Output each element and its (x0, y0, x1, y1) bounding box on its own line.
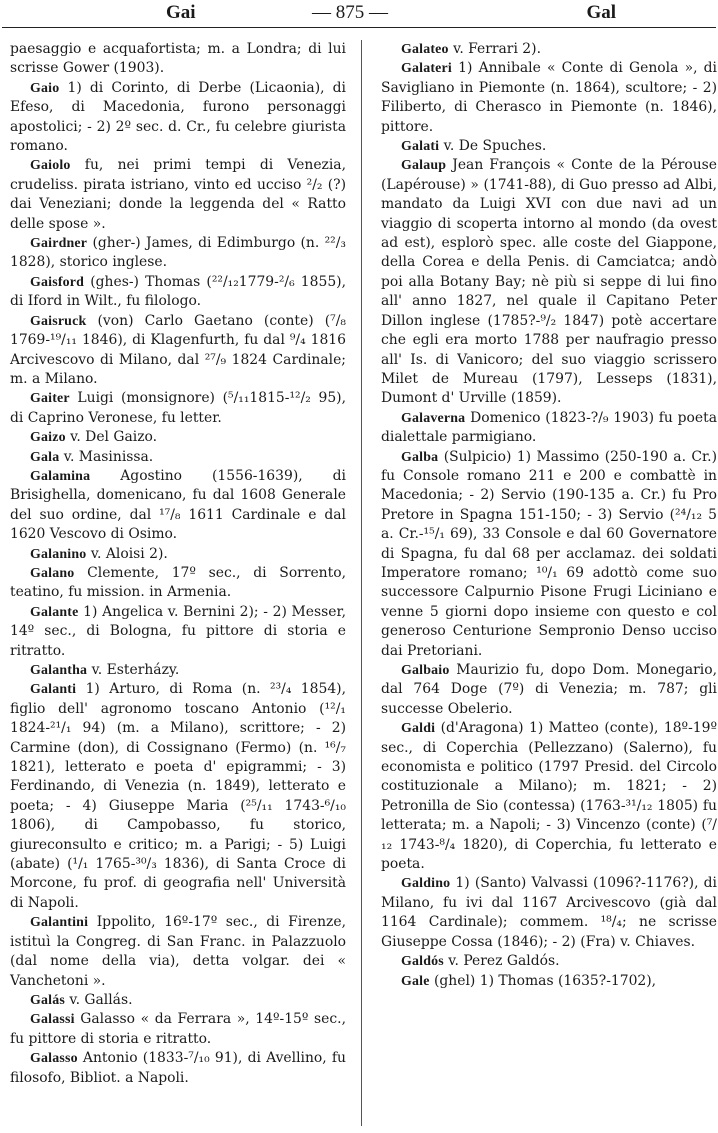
entry-headword: Gaisruck (30, 313, 87, 329)
dictionary-entry (10, 389, 346, 428)
entry-headword: Galanti (30, 682, 77, 698)
entry-headword: Galdino (401, 876, 451, 892)
entry-headword: Galanino (30, 546, 87, 562)
entry-headword: Galdi (401, 721, 436, 737)
dictionary-entry (10, 467, 346, 545)
dictionary-entry (10, 564, 346, 603)
entry-headword: Galantha (30, 663, 88, 678)
dictionary-entry (381, 156, 717, 408)
entry-headword: Galante (30, 604, 79, 620)
entry-text: 1) Arturo, di Roma (n. ²³/₄ 1854), figlio dell' agronomo toscano Antonio (¹²/₁ 1824-²¹/₁ 94) (m. a Milano), scrittore; - 2) Carmine (don), di Cossignano (Fermo) (n. ¹⁶/₇ 1821), letterato e poeta d' epigrammi; - 3) Ferdinando, di Venezia (n. 1849), letterato e poeta; - 4) Giuseppe Maria (²⁵/₁₁ 1743-⁶/₁₀ 1806), di Campobasso, fu storico, giureconsulto e critico; m. a Parigi; - 5) Luigi (abate) (¹/₁ 1765-³⁰/₃ 1836), di Santa Croce di Morcone, fu prof. di geografia nell' Università di Napoli. (10, 681, 346, 911)
entry-headword: Gairdner (30, 236, 88, 252)
dictionary-entry (381, 59, 717, 137)
dictionary-entry (10, 156, 346, 234)
dictionary-entry (10, 234, 346, 273)
entry-text: (ghes-) Thomas (²²/₁₂1779-²/₆ 1855), di Iford in Wilt., fu filologo. (10, 273, 346, 310)
entry-headword: Gaisford (30, 274, 85, 290)
entry-headword: Galba (401, 449, 439, 465)
entry-text: Luigi (monsignore) (⁵/₁₁1815-¹²/₂ 95), di Caprino Veronese, fu letter. (10, 390, 346, 426)
entry-text: (von) Carlo Gaetano (conte) (⁷/₈ 1769-¹⁹/₁₁ 1846), di Klagenfurth, fu dal ⁹/₄ 1816 Arcivescovo di Milano, dal ²⁷/₉ 1824 Cardinale; m. a Milano. (10, 312, 346, 387)
dictionary-entry (381, 952, 717, 971)
entry-headword: Gaiolo (30, 158, 71, 174)
dictionary-entry (381, 874, 717, 952)
dictionary-entry (10, 273, 346, 312)
header-right-word: Gal (586, 2, 616, 23)
dictionary-entry (381, 409, 717, 448)
entry-headword: Galati (401, 139, 440, 155)
column-divider (361, 40, 362, 1126)
entry-text: Maurizio fu, dopo Dom. Monegario, dal 764 Doge (7º) di Venezia; m. 787; gli successe Obelerio. (381, 662, 717, 717)
dictionary-entry (10, 428, 346, 447)
entry-headword: Galano (30, 565, 75, 581)
entry-headword: Galbaio (401, 663, 450, 678)
entry-text: 1) Annibale « Conte di Genola », di Savigliano in Piemonte (n. 1864), scultore; - 2) Filiberto, di Cherasco in Piemonte (n. 1846), pittore. (381, 60, 717, 135)
dictionary-entry (381, 661, 717, 719)
entry-text: Clemente, 17º sec., di Sorrento, teatino, fu mission. in Armenia. (10, 564, 346, 601)
entry-text: paesaggio e acquafortista; m. a Londra; di lui scrisse Gower (1903). (10, 41, 346, 77)
entry-text: Galasso « da Ferrara », 14º-15º sec., fu pittore di storia e ritratto. (10, 1011, 346, 1047)
header-rule (2, 27, 716, 28)
entry-text: (Sulpicio) 1) Massimo (250-190 a. Cr.) fu Console romano 211 e 200 e combattè in Macedonia; - 2) Servio (190-135 a. Cr.) fu Pro Pretore in Spagna 151-150; - 3) Servio (²⁴/₁₂ 5 a. Cr.-¹⁵/₁ 69), 33 Console e dal 60 Governatore di Spagna, fu dal 68 per acclamaz. dei soldati Imperatore romano; ¹⁰/₁ 69 adottò come suo successore Calpurnio Pisone Frugi Liciniano e venne 5 giorni dopo insieme con questo e col generoso Centurione Sempronio Denso ucciso dai Pretoriani. (381, 448, 717, 659)
entry-text: (ghel) 1) Thomas (1635?-1702), (429, 972, 657, 989)
entry-text: Domenico (1823-?/₉ 1903) fu poeta dialettale parmigiano. (381, 409, 717, 446)
entry-text: Antonio (1833-⁷/₁₀ 91), di Avellino, fu filosofo, Bibliot. a Napoli. (10, 1050, 346, 1086)
entry-headword: Gaiter (30, 391, 70, 407)
entry-headword: Galamina (30, 468, 91, 484)
entry-headword: Gaio (30, 80, 60, 96)
entry-text: Agostino (1556-1639), di Brisighella, domenicano, fu dal 1608 Generale del suo ordine, dal ¹⁷/₈ 1611 Cardinale e dal 1620 Vescovo di Osimo. (10, 467, 346, 543)
entry-headword: Galdós (401, 954, 444, 970)
entry-text: 1) (Santo) Valvassi (1096?-1176?), di Milano, fu ivi dal 1167 Arcivescovo (già dal 1164 Cardinale); commem. ¹⁸/₄; ne scrisse Giuseppe Cossa (1846); - 2) (Fra) v. Chiaves. (381, 875, 717, 950)
entry-text: fu, nei primi tempi di Venezia, crudeliss. pirata istriano, vinto ed ucciso ²/₂ (?) dai Veneziani; donde la leggenda del « Ratto delle spose ». (10, 157, 346, 232)
entry-text: (d'Aragona) 1) Matteo (conte), 18º-19º sec., di Coperchia (Pellezzano) (Salerno), fu economista e politico (1797 Presid. del Circolo costituzionale a Milano); m. 1821; - 2) Petronilla de Sio (contessa) (1763-³¹/₁₂ 1805) fu letterata; m. a Napoli; - 3) Vincenzo (conte) (⁷/₁₂ 1743-⁸/₄ 1820), di Coperchia, fu letterato e poeta. (381, 720, 717, 873)
dictionary-entry (10, 913, 346, 991)
entry-headword: Galás (30, 992, 65, 1008)
entry-text: v. Del Gaizo. (65, 429, 158, 446)
entry-text: v. Gallás. (64, 991, 133, 1008)
dictionary-entry (381, 40, 717, 59)
dictionary-entry (10, 991, 346, 1010)
dictionary-entry (10, 603, 346, 661)
dictionary-entry (381, 719, 717, 874)
dictionary-entry (10, 40, 346, 79)
dictionary-entry (10, 79, 346, 157)
header-left-word: Gai (166, 2, 196, 23)
entry-headword: Gale (401, 973, 430, 989)
entry-text: v. Ferrari 2). (448, 41, 541, 57)
entry-headword: Galateri (401, 61, 452, 77)
entry-text: v. Perez Galdós. (443, 953, 560, 970)
entry-headword: Galasso (30, 1051, 78, 1067)
left-column (10, 40, 346, 1088)
dictionary-entry (10, 661, 346, 680)
entry-headword: Galantini (30, 915, 89, 931)
dictionary-entry (10, 1010, 346, 1049)
entry-text: (gher-) James, di Edimburgo (n. ²²/₃ 1828), storico inglese. (10, 235, 346, 271)
entry-text: v. Masinissa. (59, 448, 154, 465)
entry-text: Ippolito, 16º-17º sec., di Firenze, istituì la Congreg. di San Franc. in Palazzuolo (dal nome della via), detta volgar. dei « Vanchetoni ». (10, 914, 346, 989)
entry-headword: Galaup (401, 158, 447, 174)
dictionary-entry (381, 972, 717, 991)
dictionary-entry (10, 448, 346, 467)
running-head (6, 2, 712, 26)
dictionary-entry (10, 1049, 346, 1088)
entry-text: Jean François « Conte de la Pérouse (Lapérouse) » (1741-88), di Guo presso ad Albi, mandato da Luigi XVI con due navi ad un viaggio di scoperta intorno al mondo (da ovest ad est), esplorò spec. alle coste del Giappone, della Corea e della Penis. di Camciatca; andò poi alla Botany Bay; nè più si seppe di lui fino all' anno 1827, nel quale il Capitano Peter Dillon inglese (1785?-⁹/₂ 1847) potè accertare che egli era morto 1788 per naufragio presso all' Is. di Vanicoro; del suo viaggio scrissero Milet de Mureau (1797), Lesseps (1831), Dumont d' Urville (1859). (381, 157, 717, 407)
entry-headword: Galassi (30, 1012, 75, 1028)
page-number: — 875 — (312, 2, 388, 23)
entry-headword: Galateo (401, 42, 449, 57)
entry-text: v. Esterházy. (87, 662, 180, 678)
dictionary-entry (381, 137, 717, 156)
entry-text: v. Aloisi 2). (86, 545, 168, 562)
entry-text: v. De Spuches. (439, 138, 547, 155)
dictionary-entry (10, 545, 346, 564)
entry-headword: Galaverna (401, 410, 466, 426)
entry-text: 1) di Corinto, di Derbe (Licaonia), di Efeso, di Macedonia, furono personaggi apostolici; - 2) 2º sec. d. Cr., fu celebre giurista romano. (10, 79, 346, 155)
dictionary-entry (10, 680, 346, 913)
dictionary-entry (10, 312, 346, 390)
right-column (381, 40, 717, 991)
dictionary-entry (381, 448, 717, 661)
entry-headword: Gala (30, 449, 60, 465)
entry-text: 1) Angelica v. Bernini 2); - 2) Messer, 14º sec., di Bologna, fu pittore di storia e ritratto. (10, 603, 346, 659)
entry-headword: Gaizo (30, 430, 66, 446)
